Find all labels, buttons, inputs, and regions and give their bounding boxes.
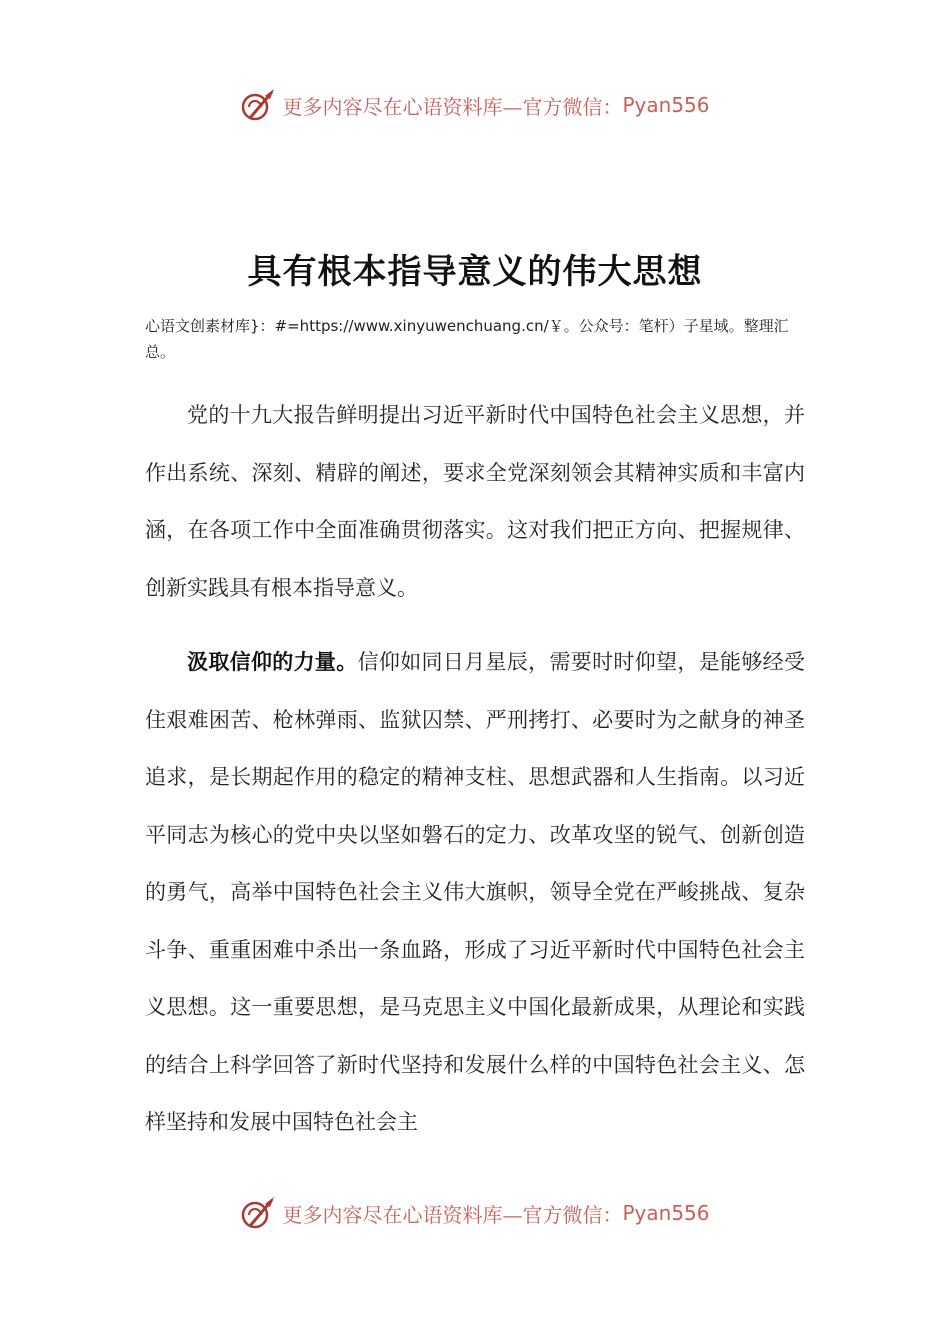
source-note: 心语文创素材库}：#=https://www.xinyuwenchuang.cn/￥。公众号：笔杆）子星域。整理汇总。 xyxy=(145,317,789,361)
paragraph-intro: 党的十九大报告鲜明提出习近平新时代中国特色社会主义思想，并作出系统、深刻、精辟的阐述，要求全党深刻领会其精神实质和丰富内涵，在各项工作中全面准确贯彻落实。这对我们把正方向、把握规律、创新实践具有根本指导意义。 xyxy=(145,403,805,600)
quill-logo-icon xyxy=(240,1195,276,1231)
page-title: 具有根本指导意义的伟大思想 xyxy=(247,252,703,292)
paragraph-faith xyxy=(145,634,805,1152)
header-banner-text: 更多内容尽在心语资料库—官方微信： xyxy=(282,94,623,119)
header-banner xyxy=(0,83,950,127)
header-wechat-id: Pyan556 xyxy=(622,93,710,117)
footer-banner-text: 更多内容尽在心语资料库—官方微信： xyxy=(282,1202,623,1227)
footer-wechat-id: Pyan556 xyxy=(622,1201,710,1225)
paragraph-body: 信仰如同日月星辰，需要时时仰望，是能够经受住艰难困苦、枪林弹雨、监狱囚禁、严刑拷打、必要时为之献身的神圣追求，是长期起作用的稳定的精神支柱、思想武器和人生指南。以习近平同志为核心的党中央以坚如磐石的定力、改革攻坚的锐气、创新创造的勇气，高举中国特色社会主义伟大旗帜，领导全党在严峻挑战、复杂斗争、重重困难中杀出一条血路，形成了习近平新时代中国特色社会主义思想。这一重要思想，是马克思主义中国化最新成果，从理论和实践的结合上科学回答了新时代坚持和发展什么样的中国特色社会主义、怎样坚持和发展中国特色社会主 xyxy=(145,650,806,1134)
quill-logo-icon xyxy=(240,87,276,123)
paragraph-lead-heading: 汲取信仰的力量。 xyxy=(187,650,358,674)
footer-banner xyxy=(0,1191,950,1235)
